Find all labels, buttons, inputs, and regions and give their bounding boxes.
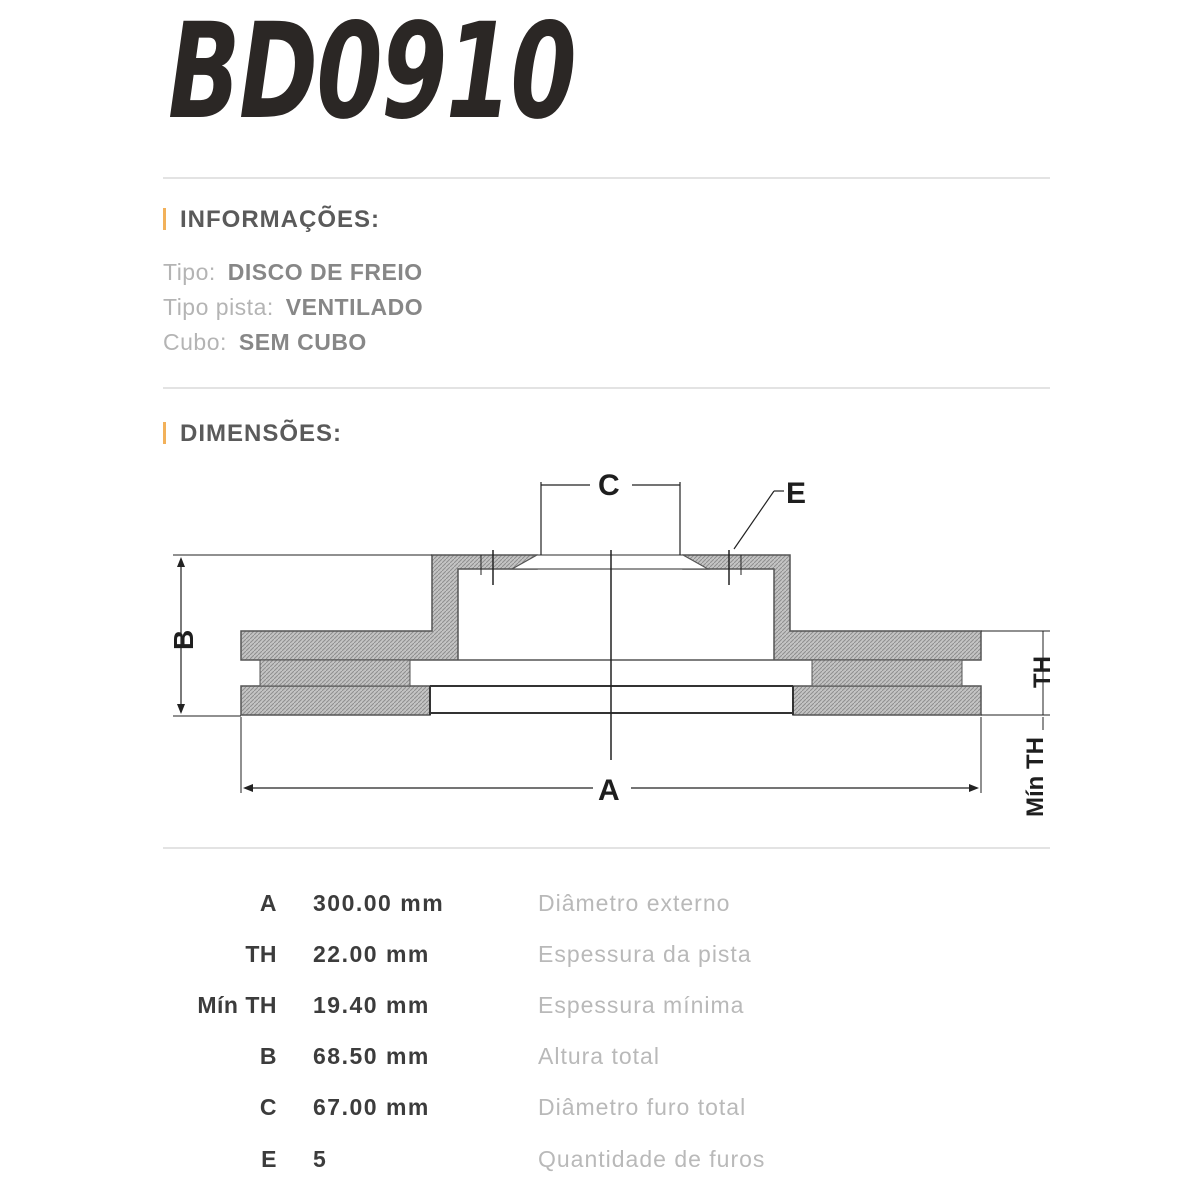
b-arrow-top [177,557,185,567]
disc-lower-face-right [793,686,981,715]
info-value: DISCO DE FREIO [227,259,423,285]
vent-vanes-left [260,660,410,686]
min-th-label: Mín TH [1022,737,1049,817]
spec-description: Diâmetro furo total [538,1094,747,1120]
spec-key: B [259,1043,277,1069]
spec-value: 67.00 mm [313,1094,430,1120]
info-section-title [163,206,380,234]
center-bore [512,555,708,569]
disc-lower-face-left [241,686,430,715]
dimensions-title-text: DIMENSÕES: [180,420,343,447]
spec-key: E [261,1146,277,1172]
a-arrow-right [969,784,979,792]
spec-description: Espessura da pista [538,941,752,967]
spec-value: 300.00 mm [313,890,445,916]
spec-row [0,1043,1200,1083]
spec-description: Altura total [538,1043,660,1069]
e-label: E [786,477,807,510]
info-value: SEM CUBO [238,329,367,355]
dimensions-section-title [163,420,342,448]
spec-description: Quantidade de furos [538,1146,766,1172]
spec-row [0,890,1200,930]
spec-row [0,941,1200,981]
divider-middle [163,387,1050,389]
spec-row [0,992,1200,1032]
info-label: Tipo pista: [163,294,274,320]
spec-row [0,1146,1200,1186]
spec-value: 22.00 mm [313,941,430,967]
product-code: BD0910 [168,0,576,149]
info-value: VENTILADO [285,294,424,320]
spec-value: 19.40 mm [313,992,430,1018]
accent-bar [163,422,166,444]
b-label: B [168,629,199,650]
info-label: Cubo: [163,329,227,355]
divider-top [163,177,1050,179]
a-arrow-left [243,784,253,792]
info-label: Tipo: [163,259,216,285]
vent-vanes-right [812,660,962,686]
spec-key: Mín TH [197,992,277,1018]
spec-key: A [259,890,277,916]
accent-bar [163,208,166,230]
spec-value: 5 [313,1146,328,1172]
info-row-tipo [163,259,423,286]
spec-key: TH [245,941,277,967]
spec-value: 68.50 mm [313,1043,430,1069]
c-label: C [598,469,620,502]
a-label: A [598,774,620,807]
spec-description: Espessura mínima [538,992,745,1018]
th-label: TH [1029,656,1056,688]
info-row-tipo-pista [163,294,423,321]
spec-key: C [259,1094,277,1120]
spec-description: Diâmetro externo [538,890,731,916]
e-leader-line [734,491,774,549]
divider-bottom [163,847,1050,849]
b-arrow-bottom [177,704,185,714]
spec-row [0,1094,1200,1134]
info-title-text: INFORMAÇÕES: [180,206,380,233]
brake-disc-diagram [150,455,1060,835]
info-row-cubo [163,329,367,356]
